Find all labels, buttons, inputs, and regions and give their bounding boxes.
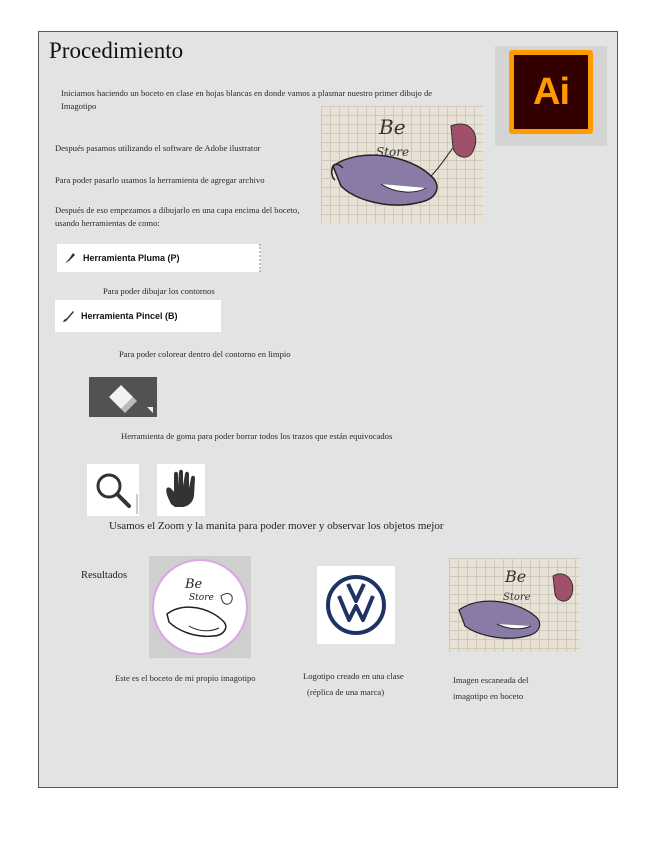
sketch-photo-top — [321, 106, 483, 223]
pincel-tool-label: Herramienta Pincel (B) — [81, 311, 178, 321]
paragraph-agregar-archivo: Para poder pasarlo usamos la herramienta de agregar archivo — [55, 175, 265, 185]
caption-logotipo-line2: (réplica de una marca) — [307, 687, 385, 697]
caption-escaneada-line1: Imagen escaneada del — [453, 675, 529, 685]
illustrator-logo — [509, 50, 593, 134]
ai-logo-text: Ai — [533, 70, 569, 113]
hand-tool-screenshot — [157, 464, 205, 516]
scan-text-store: Store — [503, 592, 531, 603]
pluma-tool-label: Herramienta Pluma (P) — [83, 253, 180, 263]
sketch-text-store: Store — [376, 145, 410, 159]
volkswagen-logo-icon — [325, 574, 387, 636]
pluma-tool-screenshot — [57, 244, 261, 272]
scan-text-be: Be — [505, 567, 527, 586]
hand-icon — [157, 464, 205, 516]
page-title: Procedimiento — [49, 38, 184, 63]
pincel-tool-screenshot — [55, 300, 221, 332]
pincel-description: Para poder colorear dentro del contorno en limpio — [119, 349, 291, 359]
eraser-tool-screenshot — [89, 377, 157, 417]
brush-tool-icon — [61, 309, 75, 323]
zoom-description: Usamos el Zoom y la manita para poder mover y observar los objetos mejor — [109, 520, 444, 532]
vw-logo-frame — [317, 566, 395, 644]
whale-sketch-illustration — [321, 106, 483, 223]
caption-escaneada-line2: imagotipo en boceto — [453, 691, 524, 701]
magnifier-icon — [87, 464, 139, 516]
result-text-store: Store — [189, 593, 214, 603]
document-page — [38, 31, 618, 788]
scanned-sketch-photo — [449, 558, 579, 652]
result-text-be: Be — [185, 577, 203, 592]
paragraph-illustrator: Después pasamos utilizando el software de Adobe ilustrator — [55, 143, 261, 153]
scanned-whale-illustration — [449, 558, 579, 652]
caption-logotipo-line1: Logotipo creado en una clase — [303, 671, 404, 681]
results-heading: Resultados — [81, 570, 128, 581]
caption-boceto: Este es el boceto de mi propio imagotipo — [115, 673, 256, 683]
pen-tool-icon — [63, 251, 77, 265]
pluma-description: Para poder dibujar los contornos — [103, 286, 215, 296]
paragraph-boceto: Iniciamos haciendo un boceto en clase en hojas blancas en donde vamos a plasmar nuestro primer dibujo de Imagotipo — [61, 88, 433, 111]
zoom-tool-screenshot — [87, 464, 139, 516]
result-boceto-frame — [149, 556, 251, 658]
sketch-text-be: Be — [379, 115, 406, 139]
eraser-icon — [89, 377, 157, 417]
result-boceto-circle — [149, 556, 251, 658]
goma-description: Herramienta de goma para poder borrar todos los trazos que están equivocados — [121, 431, 393, 441]
paragraph-capa: Después de eso empezamos a dibujarlo en una capa encima del boceto, usando herramientas de como: — [55, 205, 300, 228]
